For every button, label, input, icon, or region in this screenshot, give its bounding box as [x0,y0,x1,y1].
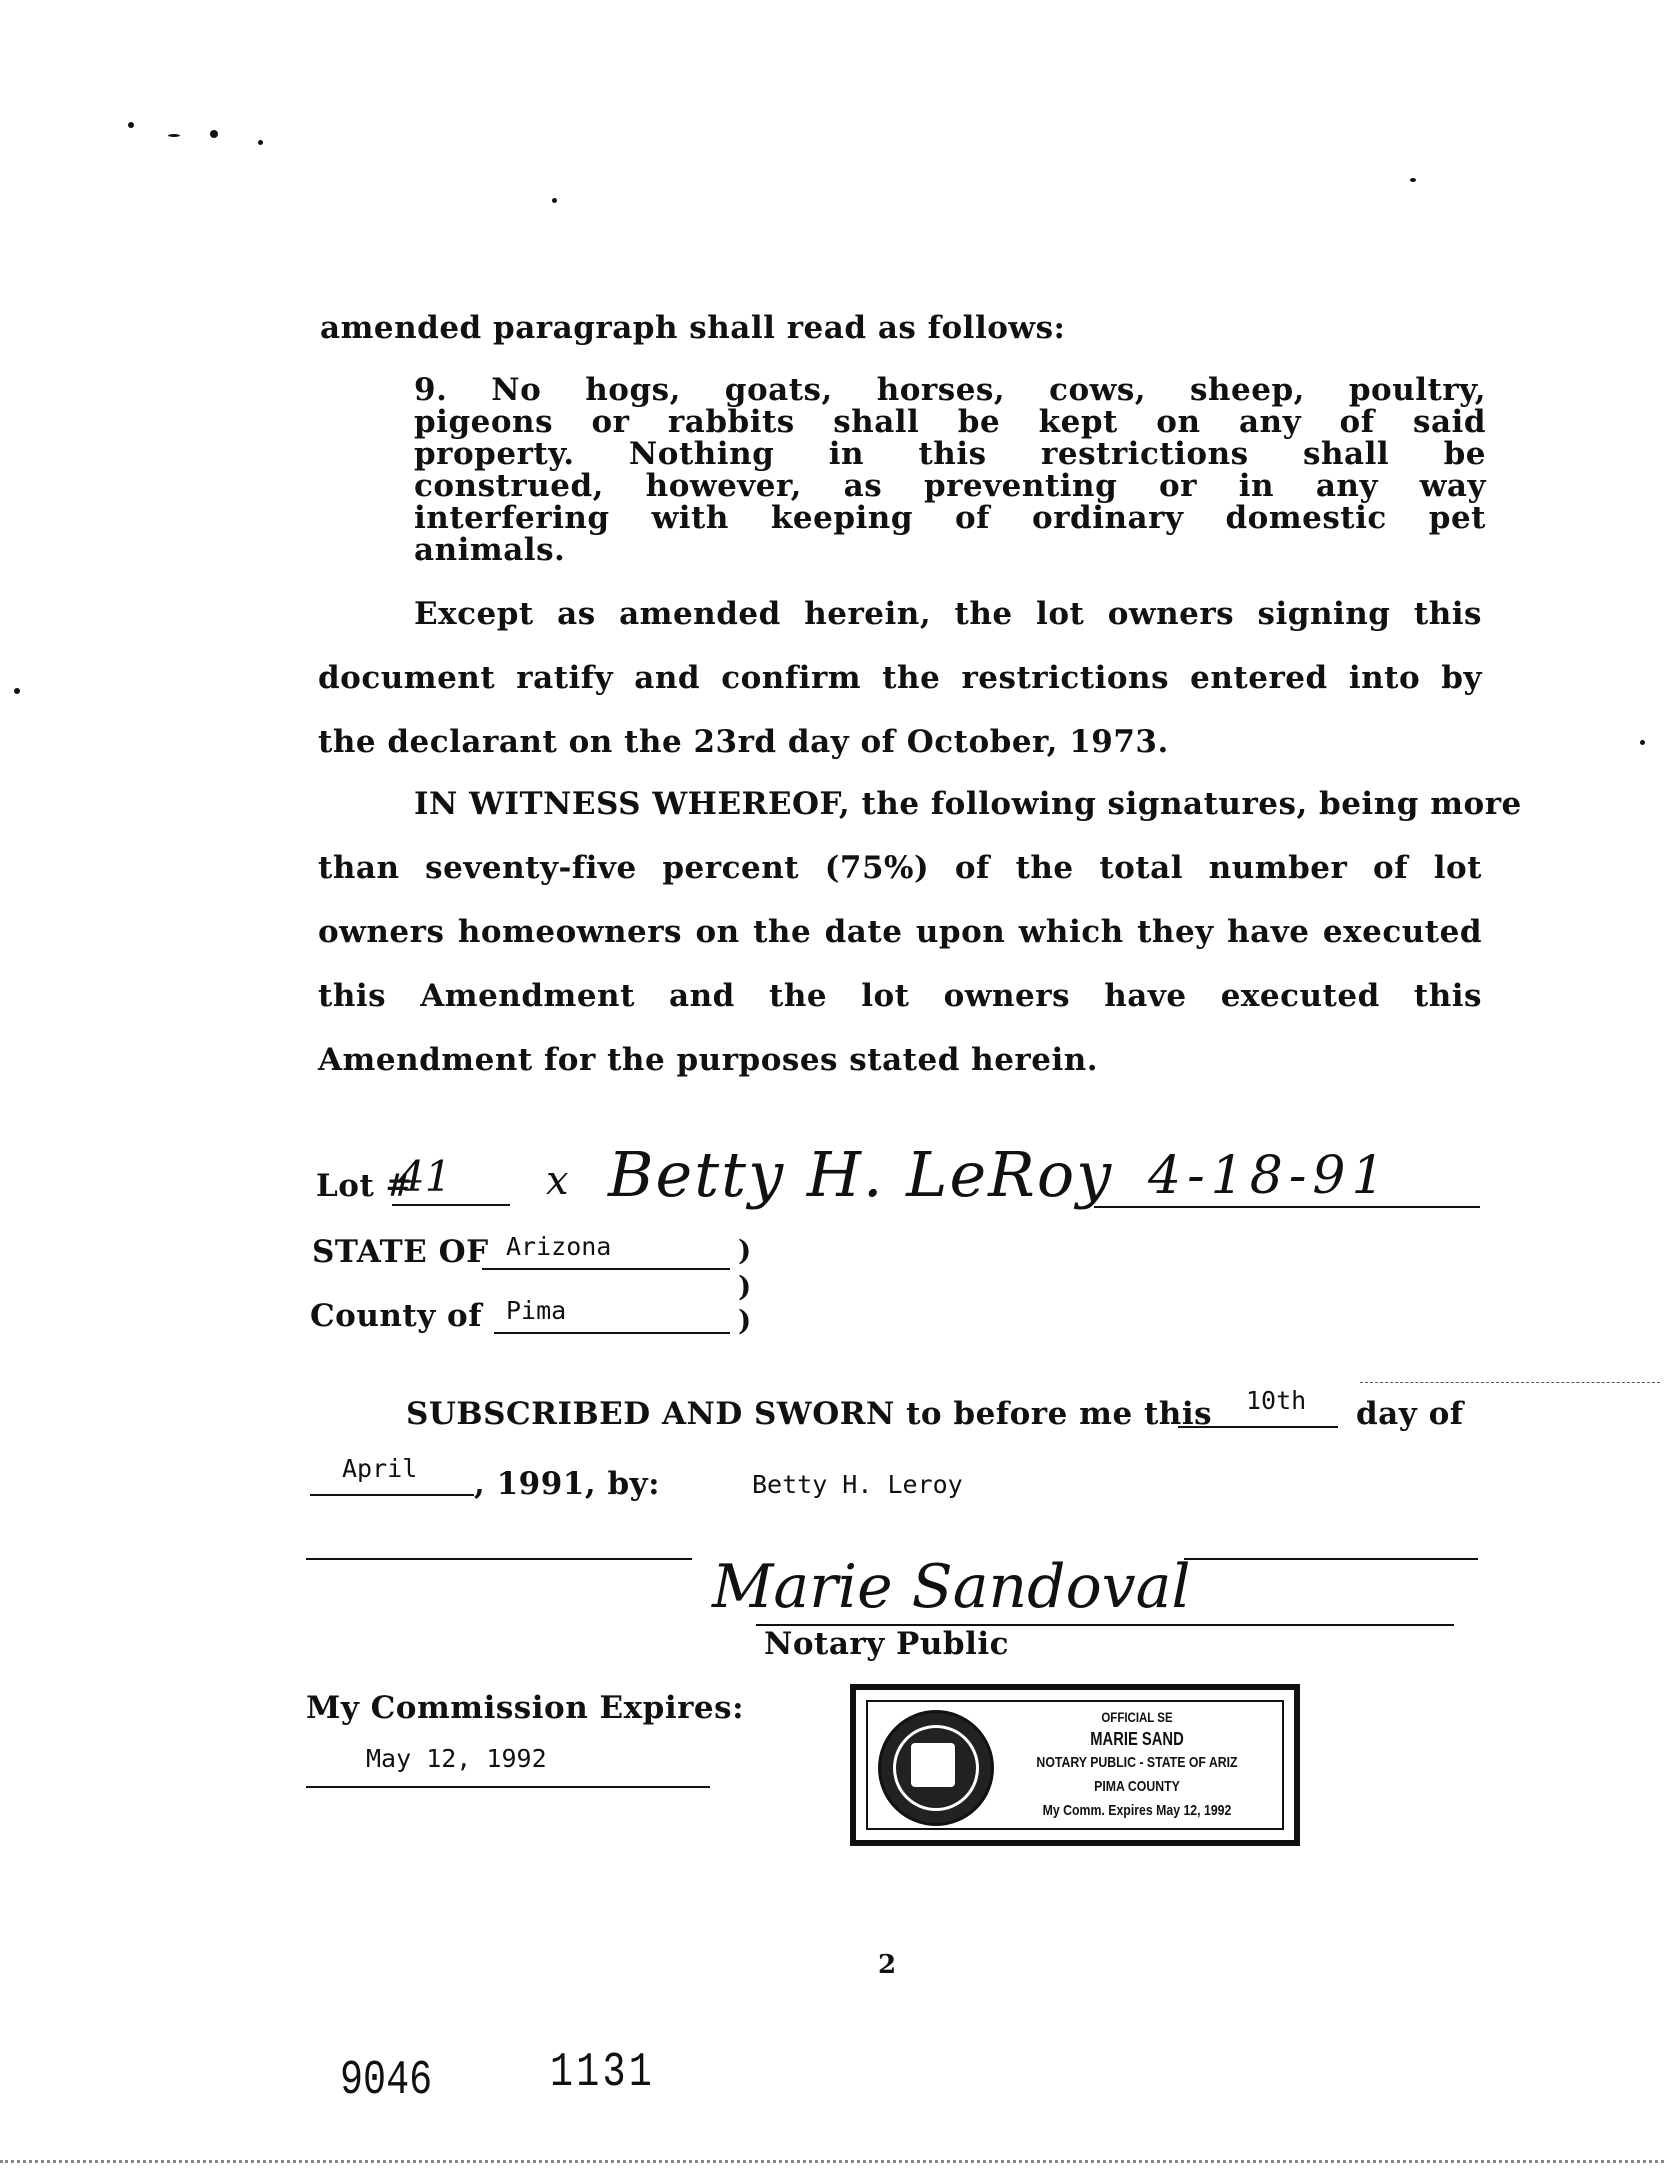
commission-date: May 12, 1992 [366,1744,547,1773]
scan-speck [128,122,134,128]
scan-speck [258,140,263,145]
scan-speck [1410,178,1416,182]
blank-line [306,1558,692,1560]
state-line [482,1268,730,1270]
record-book-number: 9046 [340,2054,433,2108]
witness-paragraph [318,786,1522,1106]
scan-speck [552,198,557,203]
county-value: Pima [506,1296,567,1325]
paragraph-line: document ratify and confirm the restrictions entered into by [318,660,1482,696]
county-line [494,1332,730,1334]
scan-speck [1640,740,1645,745]
paragraph-line: this Amendment and the lot owners have executed this [318,978,1482,1014]
item-line: property. Nothing in this restrictions shall be [414,436,1486,472]
paragraph-line: Amendment for the purposes stated herein. [318,1042,1099,1078]
item-line: construed, however, as preventing or in any way [414,468,1486,504]
page-number: 2 [878,1950,897,1980]
sworn-name: Betty H. Leroy [752,1470,963,1499]
commission-label: My Commission Expires: [306,1690,745,1726]
paragraph-line: IN WITNESS WHEREOF, the following signatures, being more [414,786,1522,822]
commission-line [306,1786,710,1788]
scan-speck [14,688,20,694]
item-line: pigeons or rabbits shall be kept on any of said [414,404,1486,440]
sworn-day-line [1178,1426,1338,1428]
bracket: ) [738,1234,752,1267]
notary-signature: Marie Sandoval [712,1552,1191,1622]
lot-label: Lot # [316,1168,413,1204]
notary-label: Notary Public [764,1626,1010,1662]
sworn-month: April [342,1454,418,1483]
bracket: ) [738,1270,752,1303]
item-line: 9. No hogs, goats, horses, cows, sheep, poultry, [414,372,1486,408]
stamp-line: My Comm. Expires May 12, 1992 [1042,1802,1232,1819]
signature-x: x [546,1158,569,1204]
blank-line [1184,1558,1478,1560]
county-label: County of [310,1298,483,1334]
state-label: STATE OF [312,1234,489,1270]
stamp-line: OFFICIAL SE [1101,1709,1173,1725]
stamp-line: NOTARY PUBLIC - STATE OF ARIZ [1036,1754,1238,1771]
record-page-number: 1131 [550,2046,655,2100]
paragraph-line: the declarant on the 23rd day of October, 1973. [318,724,1169,760]
intro-line: amended paragraph shall read as follows: [320,310,1066,346]
sworn-month-line [310,1494,474,1496]
lot-number-line [392,1204,510,1206]
item-line: animals. [414,532,566,568]
signature-date: 4-18-91 [1148,1146,1391,1206]
date-line [1094,1206,1480,1208]
state-value: Arizona [506,1232,612,1261]
stamp-line: MARIE SAND [1090,1729,1184,1749]
stamp-line: PIMA COUNTY [1094,1778,1180,1795]
owner-signature: Betty H. LeRoy [608,1138,1114,1211]
scan-mark [1360,1382,1660,1383]
scan-speck [168,134,180,137]
ratify-paragraph [318,594,1482,786]
sworn-day: 10th [1246,1386,1307,1415]
lot-number: 41 [398,1152,452,1201]
paragraph-line: owners homeowners on the date upon which they have executed [318,914,1482,950]
sworn-year: , 1991, by: [474,1466,661,1502]
paragraph-line: Except as amended herein, the lot owners signing this [414,596,1482,632]
notary-seal-icon [878,1710,994,1826]
notary-stamp [850,1684,1300,1846]
scan-edge [0,2160,1664,2163]
bracket: ) [738,1304,752,1337]
paragraph-line: than seventy-five percent (75%) of the total number of lot [318,850,1482,886]
item-line: interfering with keeping of ordinary domestic pet [414,500,1486,536]
restriction-item-9 [414,374,1486,566]
sworn-day-suffix: day of [1356,1396,1464,1432]
sworn-statement: SUBSCRIBED AND SWORN to before me this [406,1396,1213,1432]
scan-speck [210,130,218,138]
